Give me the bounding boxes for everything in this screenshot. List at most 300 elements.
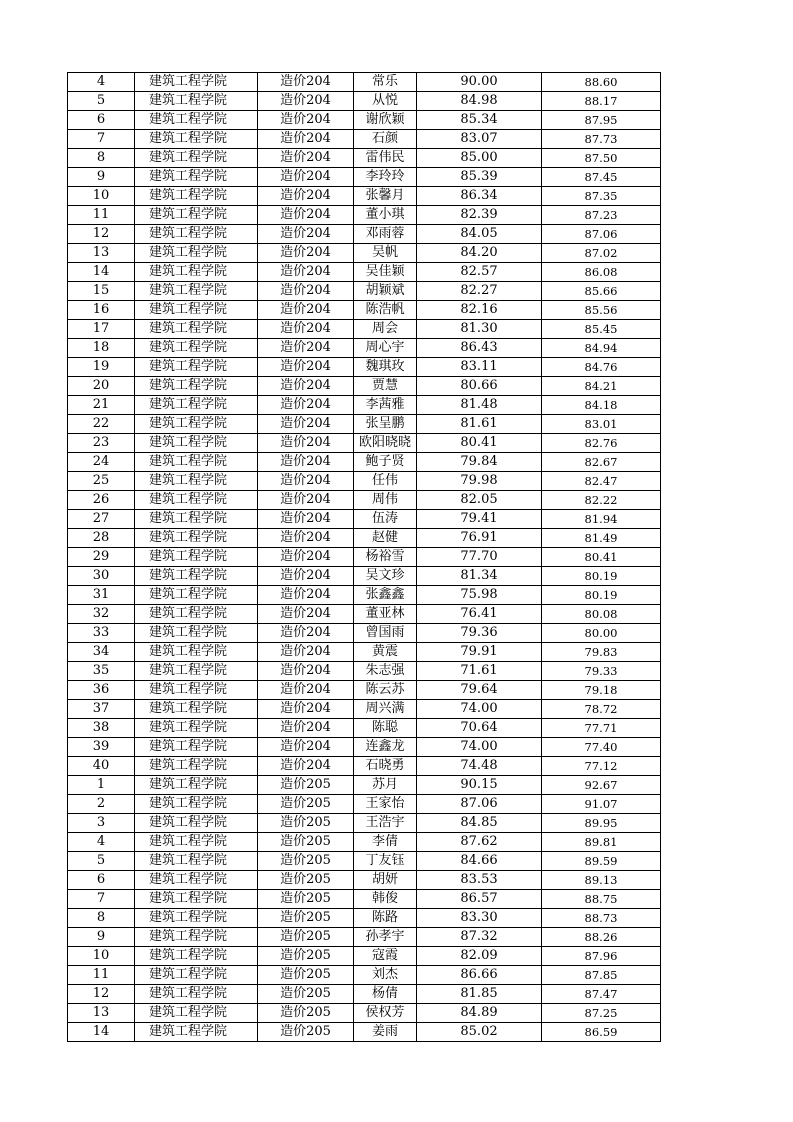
table-row xyxy=(68,510,661,529)
score-cell: 86.34 xyxy=(417,187,542,206)
student-name-cell: 胡妍 xyxy=(354,871,417,890)
total-score-cell: 87.02 xyxy=(542,244,661,263)
total-score-cell: 82.67 xyxy=(542,453,661,472)
row-number-cell: 21 xyxy=(68,396,135,415)
total-score-cell: 87.06 xyxy=(542,225,661,244)
total-score-cell: 88.75 xyxy=(542,890,661,909)
total-score-cell: 87.85 xyxy=(542,966,661,985)
score-cell: 86.66 xyxy=(417,966,542,985)
class-cell: 造价204 xyxy=(258,681,354,700)
school-cell: 建筑工程学院 xyxy=(135,1023,258,1042)
score-cell: 81.34 xyxy=(417,567,542,586)
student-name-cell: 石颜 xyxy=(354,130,417,149)
table-row xyxy=(68,358,661,377)
school-cell: 建筑工程学院 xyxy=(135,339,258,358)
student-name-cell: 张鑫鑫 xyxy=(354,586,417,605)
class-cell: 造价204 xyxy=(258,510,354,529)
student-name-cell: 贾慧 xyxy=(354,377,417,396)
total-score-cell: 85.56 xyxy=(542,301,661,320)
row-number-cell: 16 xyxy=(68,301,135,320)
class-cell: 造价204 xyxy=(258,282,354,301)
score-cell: 77.70 xyxy=(417,548,542,567)
class-cell: 造价204 xyxy=(258,358,354,377)
table-row xyxy=(68,719,661,738)
score-cell: 85.39 xyxy=(417,168,542,187)
school-cell: 建筑工程学院 xyxy=(135,909,258,928)
row-number-cell: 28 xyxy=(68,529,135,548)
class-cell: 造价205 xyxy=(258,985,354,1004)
total-score-cell: 82.22 xyxy=(542,491,661,510)
row-number-cell: 5 xyxy=(68,92,135,111)
class-cell: 造价204 xyxy=(258,92,354,111)
table-row xyxy=(68,339,661,358)
row-number-cell: 23 xyxy=(68,434,135,453)
table-row xyxy=(68,605,661,624)
row-number-cell: 4 xyxy=(68,833,135,852)
school-cell: 建筑工程学院 xyxy=(135,719,258,738)
table-row xyxy=(68,833,661,852)
table-row xyxy=(68,586,661,605)
class-cell: 造价204 xyxy=(258,548,354,567)
table-row xyxy=(68,244,661,263)
student-name-cell: 陈聪 xyxy=(354,719,417,738)
total-score-cell: 77.12 xyxy=(542,757,661,776)
class-cell: 造价204 xyxy=(258,377,354,396)
school-cell: 建筑工程学院 xyxy=(135,130,258,149)
student-name-cell: 欧阳晓晓 xyxy=(354,434,417,453)
student-name-cell: 张呈鹏 xyxy=(354,415,417,434)
class-cell: 造价204 xyxy=(258,111,354,130)
row-number-cell: 5 xyxy=(68,852,135,871)
total-score-cell: 86.59 xyxy=(542,1023,661,1042)
school-cell: 建筑工程学院 xyxy=(135,833,258,852)
table-row xyxy=(68,947,661,966)
school-cell: 建筑工程学院 xyxy=(135,548,258,567)
table-row xyxy=(68,662,661,681)
class-cell: 造价204 xyxy=(258,472,354,491)
class-cell: 造价205 xyxy=(258,909,354,928)
class-cell: 造价204 xyxy=(258,491,354,510)
score-cell: 82.05 xyxy=(417,491,542,510)
row-number-cell: 17 xyxy=(68,320,135,339)
student-name-cell: 常乐 xyxy=(354,73,417,92)
school-cell: 建筑工程学院 xyxy=(135,73,258,92)
student-name-cell: 杨倩 xyxy=(354,985,417,1004)
table-row xyxy=(68,1004,661,1023)
table-row xyxy=(68,681,661,700)
score-cell: 76.41 xyxy=(417,605,542,624)
total-score-cell: 84.18 xyxy=(542,396,661,415)
table-row xyxy=(68,472,661,491)
class-cell: 造价204 xyxy=(258,263,354,282)
score-cell: 82.39 xyxy=(417,206,542,225)
score-cell: 74.48 xyxy=(417,757,542,776)
school-cell: 建筑工程学院 xyxy=(135,320,258,339)
row-number-cell: 1 xyxy=(68,776,135,795)
school-cell: 建筑工程学院 xyxy=(135,529,258,548)
table-row xyxy=(68,567,661,586)
class-cell: 造价204 xyxy=(258,73,354,92)
total-score-cell: 89.95 xyxy=(542,814,661,833)
score-cell: 85.00 xyxy=(417,149,542,168)
row-number-cell: 7 xyxy=(68,130,135,149)
class-cell: 造价205 xyxy=(258,871,354,890)
table-row xyxy=(68,396,661,415)
student-name-cell: 韩俊 xyxy=(354,890,417,909)
school-cell: 建筑工程学院 xyxy=(135,434,258,453)
school-cell: 建筑工程学院 xyxy=(135,92,258,111)
table-row xyxy=(68,1023,661,1042)
total-score-cell: 84.94 xyxy=(542,339,661,358)
total-score-cell: 84.21 xyxy=(542,377,661,396)
student-name-cell: 寇霞 xyxy=(354,947,417,966)
student-name-cell: 曾国雨 xyxy=(354,624,417,643)
score-cell: 90.15 xyxy=(417,776,542,795)
class-cell: 造价205 xyxy=(258,1023,354,1042)
row-number-cell: 38 xyxy=(68,719,135,738)
table-row xyxy=(68,795,661,814)
table-row xyxy=(68,187,661,206)
total-score-cell: 88.60 xyxy=(542,73,661,92)
school-cell: 建筑工程学院 xyxy=(135,491,258,510)
student-name-cell: 从悦 xyxy=(354,92,417,111)
class-cell: 造价204 xyxy=(258,320,354,339)
score-cell: 79.36 xyxy=(417,624,542,643)
total-score-cell: 80.41 xyxy=(542,548,661,567)
school-cell: 建筑工程学院 xyxy=(135,472,258,491)
total-score-cell: 87.73 xyxy=(542,130,661,149)
score-cell: 81.61 xyxy=(417,415,542,434)
row-number-cell: 24 xyxy=(68,453,135,472)
school-cell: 建筑工程学院 xyxy=(135,263,258,282)
student-name-cell: 王家怡 xyxy=(354,795,417,814)
total-score-cell: 79.18 xyxy=(542,681,661,700)
school-cell: 建筑工程学院 xyxy=(135,111,258,130)
row-number-cell: 39 xyxy=(68,738,135,757)
class-cell: 造价204 xyxy=(258,757,354,776)
table-row xyxy=(68,529,661,548)
score-cell: 79.64 xyxy=(417,681,542,700)
student-name-cell: 胡颖斌 xyxy=(354,282,417,301)
total-score-cell: 89.13 xyxy=(542,871,661,890)
student-name-cell: 雷伟民 xyxy=(354,149,417,168)
row-number-cell: 30 xyxy=(68,567,135,586)
class-cell: 造价205 xyxy=(258,947,354,966)
class-cell: 造价204 xyxy=(258,700,354,719)
class-cell: 造价204 xyxy=(258,567,354,586)
row-number-cell: 8 xyxy=(68,149,135,168)
row-number-cell: 14 xyxy=(68,1023,135,1042)
school-cell: 建筑工程学院 xyxy=(135,567,258,586)
row-number-cell: 3 xyxy=(68,814,135,833)
student-name-cell: 李玲玲 xyxy=(354,168,417,187)
row-number-cell: 26 xyxy=(68,491,135,510)
score-cell: 85.02 xyxy=(417,1023,542,1042)
table-row xyxy=(68,263,661,282)
school-cell: 建筑工程学院 xyxy=(135,814,258,833)
school-cell: 建筑工程学院 xyxy=(135,966,258,985)
total-score-cell: 85.45 xyxy=(542,320,661,339)
class-cell: 造价204 xyxy=(258,225,354,244)
total-score-cell: 87.35 xyxy=(542,187,661,206)
student-name-cell: 吴帆 xyxy=(354,244,417,263)
student-name-cell: 李倩 xyxy=(354,833,417,852)
class-cell: 造价204 xyxy=(258,301,354,320)
table-row xyxy=(68,852,661,871)
total-score-cell: 79.83 xyxy=(542,643,661,662)
table-row xyxy=(68,92,661,111)
total-score-cell: 84.76 xyxy=(542,358,661,377)
row-number-cell: 2 xyxy=(68,795,135,814)
row-number-cell: 6 xyxy=(68,111,135,130)
total-score-cell: 83.01 xyxy=(542,415,661,434)
student-name-cell: 伍涛 xyxy=(354,510,417,529)
student-name-cell: 陈云苏 xyxy=(354,681,417,700)
class-cell: 造价205 xyxy=(258,776,354,795)
student-name-cell: 苏月 xyxy=(354,776,417,795)
student-name-cell: 黄震 xyxy=(354,643,417,662)
school-cell: 建筑工程学院 xyxy=(135,795,258,814)
table-row xyxy=(68,149,661,168)
student-name-cell: 鲍子贤 xyxy=(354,453,417,472)
row-number-cell: 13 xyxy=(68,244,135,263)
class-cell: 造价204 xyxy=(258,624,354,643)
class-cell: 造价204 xyxy=(258,149,354,168)
school-cell: 建筑工程学院 xyxy=(135,928,258,947)
table-row xyxy=(68,966,661,985)
school-cell: 建筑工程学院 xyxy=(135,396,258,415)
row-number-cell: 9 xyxy=(68,168,135,187)
student-name-cell: 邓雨蓉 xyxy=(354,225,417,244)
total-score-cell: 81.49 xyxy=(542,529,661,548)
row-number-cell: 37 xyxy=(68,700,135,719)
table-row xyxy=(68,282,661,301)
row-number-cell: 13 xyxy=(68,1004,135,1023)
school-cell: 建筑工程学院 xyxy=(135,852,258,871)
table-row xyxy=(68,624,661,643)
school-cell: 建筑工程学院 xyxy=(135,586,258,605)
total-score-cell: 79.33 xyxy=(542,662,661,681)
score-cell: 82.09 xyxy=(417,947,542,966)
total-score-cell: 80.00 xyxy=(542,624,661,643)
table-row xyxy=(68,814,661,833)
school-cell: 建筑工程学院 xyxy=(135,662,258,681)
school-cell: 建筑工程学院 xyxy=(135,358,258,377)
score-cell: 84.66 xyxy=(417,852,542,871)
total-score-cell: 87.25 xyxy=(542,1004,661,1023)
school-cell: 建筑工程学院 xyxy=(135,206,258,225)
student-name-cell: 孙孝宇 xyxy=(354,928,417,947)
total-score-cell: 78.72 xyxy=(542,700,661,719)
school-cell: 建筑工程学院 xyxy=(135,643,258,662)
table-row xyxy=(68,434,661,453)
school-cell: 建筑工程学院 xyxy=(135,453,258,472)
row-number-cell: 12 xyxy=(68,985,135,1004)
class-cell: 造价204 xyxy=(258,529,354,548)
score-cell: 83.30 xyxy=(417,909,542,928)
row-number-cell: 7 xyxy=(68,890,135,909)
school-cell: 建筑工程学院 xyxy=(135,985,258,1004)
row-number-cell: 11 xyxy=(68,966,135,985)
school-cell: 建筑工程学院 xyxy=(135,282,258,301)
score-cell: 79.84 xyxy=(417,453,542,472)
score-cell: 83.07 xyxy=(417,130,542,149)
table-row xyxy=(68,738,661,757)
school-cell: 建筑工程学院 xyxy=(135,947,258,966)
class-cell: 造价205 xyxy=(258,814,354,833)
total-score-cell: 92.67 xyxy=(542,776,661,795)
school-cell: 建筑工程学院 xyxy=(135,890,258,909)
table-row xyxy=(68,453,661,472)
table-row xyxy=(68,928,661,947)
row-number-cell: 33 xyxy=(68,624,135,643)
class-cell: 造价204 xyxy=(258,453,354,472)
score-cell: 83.11 xyxy=(417,358,542,377)
student-name-cell: 周心宇 xyxy=(354,339,417,358)
student-name-cell: 石晓勇 xyxy=(354,757,417,776)
row-number-cell: 4 xyxy=(68,73,135,92)
row-number-cell: 34 xyxy=(68,643,135,662)
school-cell: 建筑工程学院 xyxy=(135,700,258,719)
table-row xyxy=(68,225,661,244)
total-score-cell: 87.47 xyxy=(542,985,661,1004)
row-number-cell: 20 xyxy=(68,377,135,396)
row-number-cell: 36 xyxy=(68,681,135,700)
score-table-body xyxy=(68,73,661,1042)
school-cell: 建筑工程学院 xyxy=(135,187,258,206)
student-name-cell: 朱志强 xyxy=(354,662,417,681)
score-cell: 86.43 xyxy=(417,339,542,358)
table-row xyxy=(68,909,661,928)
school-cell: 建筑工程学院 xyxy=(135,1004,258,1023)
class-cell: 造价205 xyxy=(258,966,354,985)
total-score-cell: 86.08 xyxy=(542,263,661,282)
student-name-cell: 董亚林 xyxy=(354,605,417,624)
row-number-cell: 35 xyxy=(68,662,135,681)
student-name-cell: 侯权芳 xyxy=(354,1004,417,1023)
table-row xyxy=(68,320,661,339)
total-score-cell: 87.45 xyxy=(542,168,661,187)
table-row xyxy=(68,776,661,795)
table-row xyxy=(68,757,661,776)
row-number-cell: 15 xyxy=(68,282,135,301)
total-score-cell: 80.19 xyxy=(542,567,661,586)
student-name-cell: 李茜雅 xyxy=(354,396,417,415)
school-cell: 建筑工程学院 xyxy=(135,624,258,643)
school-cell: 建筑工程学院 xyxy=(135,225,258,244)
student-name-cell: 姜雨 xyxy=(354,1023,417,1042)
school-cell: 建筑工程学院 xyxy=(135,377,258,396)
total-score-cell: 87.23 xyxy=(542,206,661,225)
student-name-cell: 周会 xyxy=(354,320,417,339)
row-number-cell: 25 xyxy=(68,472,135,491)
table-row xyxy=(68,206,661,225)
table-row xyxy=(68,111,661,130)
school-cell: 建筑工程学院 xyxy=(135,510,258,529)
row-number-cell: 14 xyxy=(68,263,135,282)
total-score-cell: 82.76 xyxy=(542,434,661,453)
total-score-cell: 87.96 xyxy=(542,947,661,966)
total-score-cell: 89.59 xyxy=(542,852,661,871)
total-score-cell: 88.73 xyxy=(542,909,661,928)
score-cell: 82.27 xyxy=(417,282,542,301)
class-cell: 造价204 xyxy=(258,339,354,358)
score-cell: 80.66 xyxy=(417,377,542,396)
total-score-cell: 87.50 xyxy=(542,149,661,168)
score-cell: 83.53 xyxy=(417,871,542,890)
class-cell: 造价205 xyxy=(258,833,354,852)
class-cell: 造价204 xyxy=(258,415,354,434)
school-cell: 建筑工程学院 xyxy=(135,757,258,776)
class-cell: 造价204 xyxy=(258,434,354,453)
score-cell: 76.91 xyxy=(417,529,542,548)
table-row xyxy=(68,73,661,92)
total-score-cell: 88.26 xyxy=(542,928,661,947)
school-cell: 建筑工程学院 xyxy=(135,168,258,187)
class-cell: 造价204 xyxy=(258,130,354,149)
score-cell: 84.05 xyxy=(417,225,542,244)
score-cell: 71.61 xyxy=(417,662,542,681)
student-name-cell: 周伟 xyxy=(354,491,417,510)
total-score-cell: 80.19 xyxy=(542,586,661,605)
student-name-cell: 王浩宇 xyxy=(354,814,417,833)
score-cell: 75.98 xyxy=(417,586,542,605)
score-cell: 81.85 xyxy=(417,985,542,1004)
score-cell: 90.00 xyxy=(417,73,542,92)
total-score-cell: 85.66 xyxy=(542,282,661,301)
score-cell: 87.06 xyxy=(417,795,542,814)
class-cell: 造价204 xyxy=(258,396,354,415)
score-cell: 82.57 xyxy=(417,263,542,282)
school-cell: 建筑工程学院 xyxy=(135,681,258,700)
total-score-cell: 81.94 xyxy=(542,510,661,529)
student-name-cell: 刘杰 xyxy=(354,966,417,985)
row-number-cell: 27 xyxy=(68,510,135,529)
class-cell: 造价205 xyxy=(258,1004,354,1023)
score-cell: 87.32 xyxy=(417,928,542,947)
student-name-cell: 吴文珍 xyxy=(354,567,417,586)
student-name-cell: 魏琪玫 xyxy=(354,358,417,377)
row-number-cell: 40 xyxy=(68,757,135,776)
class-cell: 造价205 xyxy=(258,928,354,947)
school-cell: 建筑工程学院 xyxy=(135,301,258,320)
school-cell: 建筑工程学院 xyxy=(135,244,258,263)
score-cell: 74.00 xyxy=(417,738,542,757)
score-cell: 84.89 xyxy=(417,1004,542,1023)
class-cell: 造价205 xyxy=(258,890,354,909)
row-number-cell: 22 xyxy=(68,415,135,434)
class-cell: 造价205 xyxy=(258,852,354,871)
school-cell: 建筑工程学院 xyxy=(135,605,258,624)
class-cell: 造价205 xyxy=(258,795,354,814)
total-score-cell: 77.40 xyxy=(542,738,661,757)
score-cell: 84.98 xyxy=(417,92,542,111)
class-cell: 造价204 xyxy=(258,719,354,738)
school-cell: 建筑工程学院 xyxy=(135,738,258,757)
table-row xyxy=(68,643,661,662)
class-cell: 造价204 xyxy=(258,643,354,662)
student-name-cell: 任伟 xyxy=(354,472,417,491)
student-name-cell: 赵健 xyxy=(354,529,417,548)
student-name-cell: 丁友钰 xyxy=(354,852,417,871)
class-cell: 造价204 xyxy=(258,206,354,225)
student-name-cell: 董小琪 xyxy=(354,206,417,225)
class-cell: 造价204 xyxy=(258,187,354,206)
school-cell: 建筑工程学院 xyxy=(135,415,258,434)
table-row xyxy=(68,301,661,320)
total-score-cell: 88.17 xyxy=(542,92,661,111)
row-number-cell: 6 xyxy=(68,871,135,890)
